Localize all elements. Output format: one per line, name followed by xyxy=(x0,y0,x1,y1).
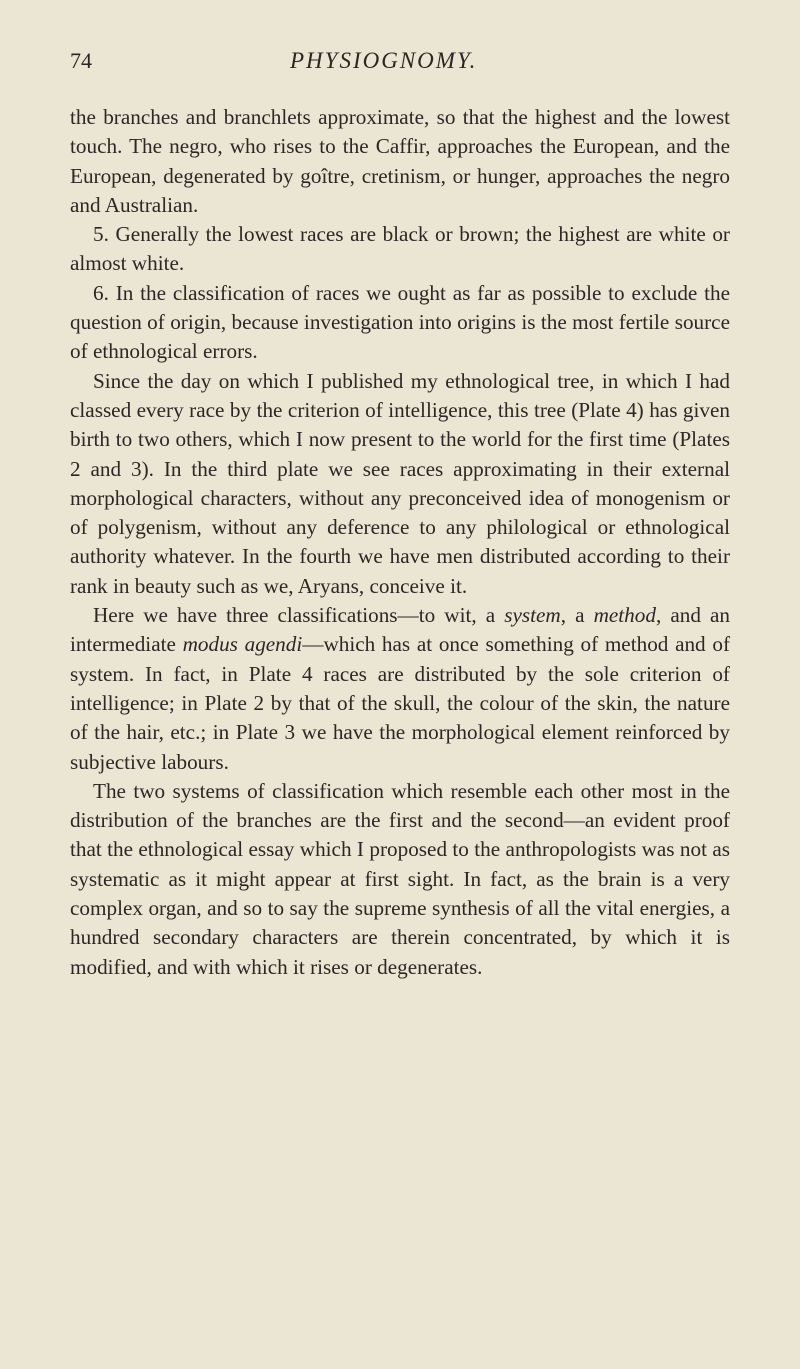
italic-term-system: system xyxy=(504,603,561,628)
paragraph-three-classifications xyxy=(70,601,730,777)
text-run: , a xyxy=(560,603,594,628)
italic-term-method: method xyxy=(593,603,656,628)
page-number: 74 xyxy=(70,48,92,73)
paragraph-point-6: 6. In the classification of races we ought as far as possible to exclude the question of origin, because investigation into origins is the most fertile source of ethnological errors. xyxy=(70,280,730,364)
paragraph-two-systems: The two systems of classification which resemble each other most in the distribution of the branches are the first and the second—an evident proof that the ethnological essay which I proposed to the anthropologists was not as systematic as it might appear at first sight. In fact, as the brain is a very complex organ, and so to say the supreme synthesis of all the vital energies, a hundred secondary characters are therein concentrated, by which it is modified, and with which it rises or degenerates. xyxy=(70,778,730,979)
italic-term-modus-agendi: modus agendi xyxy=(182,632,303,657)
paragraph-ethnological-tree: Since the day on which I published my ethnological tree, in which I had classed every race by the criterion of intelligence, this tree (Plate 4) has given birth to two others, which I now present to the world for the first time (Plates 2 and 3). In the third plate we see races approximating in their external morphological characters, without any preconceived idea of monogenism or of polygenism, without any deference to any philological or ethnological authority whatever. In the fourth we have men distributed according to their rank in beauty such as we, Aryans, conceive it. xyxy=(70,368,730,598)
text-run: Here we have three classifications—to wit, a xyxy=(93,603,505,628)
text-run: , and an intermediate xyxy=(70,603,730,657)
body-text xyxy=(70,103,730,982)
page-header xyxy=(70,48,730,82)
running-title: PHYSIOGNOMY. xyxy=(290,48,478,73)
text-run: —which has at once something of method and of system. In fact, in Plate 4 races are distributed by the sole criterion of intelligence; in Plate 2 by that of the skull, the colour of the skin, the nature of the hair, etc.; in Plate 3 we have the morphological element reinforced by subjective labours. xyxy=(70,632,730,774)
paragraph-point-5: 5. Generally the lowest races are black or brown; the highest are white or almost white. xyxy=(70,222,730,276)
paragraph-continuation: the branches and branchlets approximate, so that the highest and the lowest touch. The negro, who rises to the Caffir, approaches the European, and the European, degenerated by goître, cretinism, or hunger, approaches the negro and Australian. xyxy=(70,105,730,217)
